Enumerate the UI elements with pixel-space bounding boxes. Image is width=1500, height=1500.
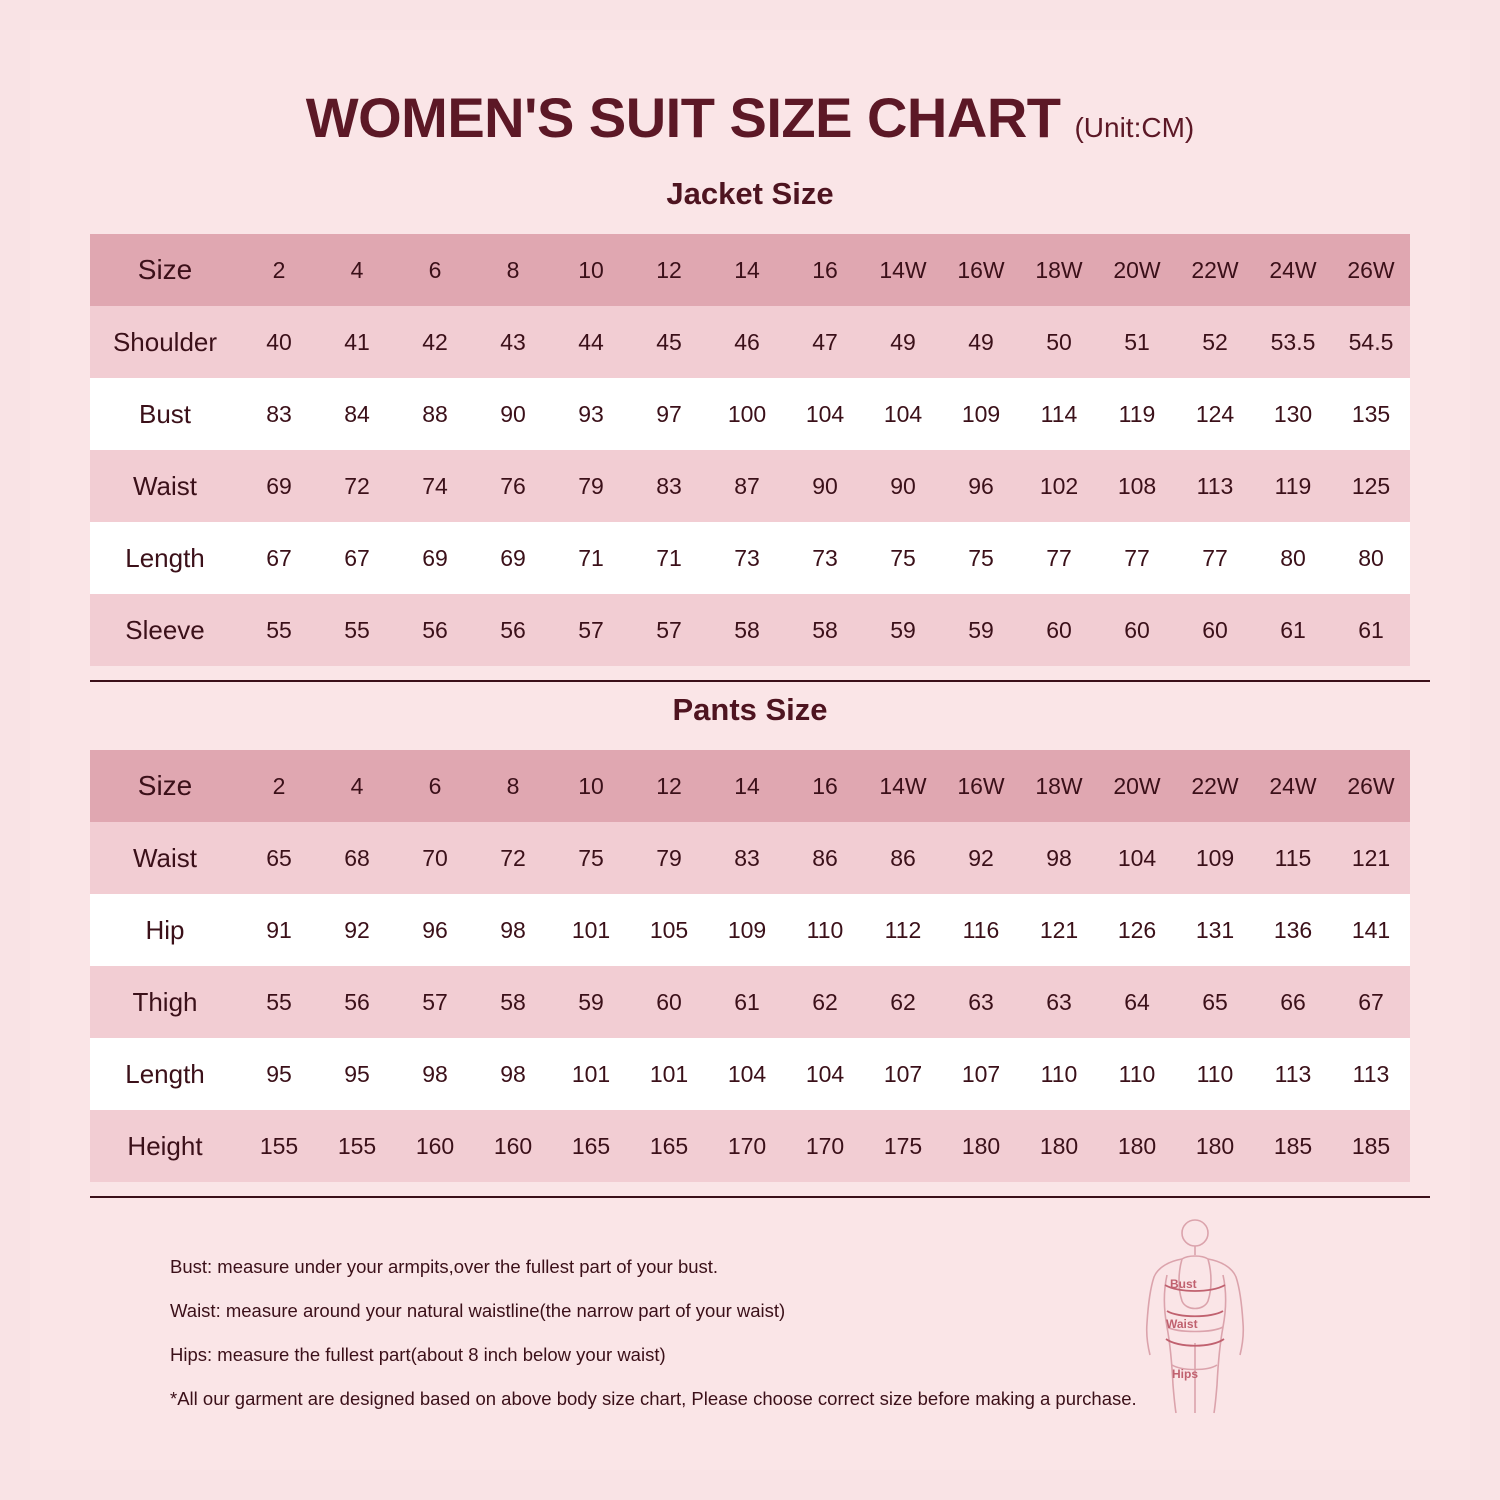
pants-cell: 64 xyxy=(1098,966,1176,1038)
jacket-col-header: 12 xyxy=(630,234,708,306)
pants-cell: 113 xyxy=(1332,1038,1410,1110)
jacket-cell: 59 xyxy=(864,594,942,666)
jacket-cell: 83 xyxy=(630,450,708,522)
pants-cell: 109 xyxy=(708,894,786,966)
jacket-cell: 119 xyxy=(1254,450,1332,522)
pants-cell: 68 xyxy=(318,822,396,894)
pants-cell: 160 xyxy=(396,1110,474,1182)
pants-cell: 75 xyxy=(552,822,630,894)
pants-cell: 92 xyxy=(942,822,1020,894)
pants-row-label: Hip xyxy=(90,894,240,966)
pants-col-header: 16 xyxy=(786,750,864,822)
table-row xyxy=(90,306,1410,378)
jacket-cell: 100 xyxy=(708,378,786,450)
jacket-cell: 69 xyxy=(474,522,552,594)
table-row xyxy=(90,378,1410,450)
jacket-cell: 102 xyxy=(1020,450,1098,522)
jacket-cell: 96 xyxy=(942,450,1020,522)
jacket-cell: 50 xyxy=(1020,306,1098,378)
pants-cell: 61 xyxy=(708,966,786,1038)
table-row xyxy=(90,1110,1410,1182)
pants-col-header: 26W xyxy=(1332,750,1410,822)
jacket-cell: 130 xyxy=(1254,378,1332,450)
pants-cell: 107 xyxy=(864,1038,942,1110)
pants-corner-label: Size xyxy=(90,750,240,822)
pants-cell: 155 xyxy=(240,1110,318,1182)
jacket-cell: 41 xyxy=(318,306,396,378)
jacket-cell: 76 xyxy=(474,450,552,522)
jacket-cell: 109 xyxy=(942,378,1020,450)
jacket-cell: 113 xyxy=(1176,450,1254,522)
jacket-cell: 53.5 xyxy=(1254,306,1332,378)
pants-cell: 56 xyxy=(318,966,396,1038)
jacket-cell: 119 xyxy=(1098,378,1176,450)
pants-cell: 180 xyxy=(1098,1110,1176,1182)
jacket-cell: 69 xyxy=(240,450,318,522)
jacket-cell: 56 xyxy=(474,594,552,666)
jacket-cell: 57 xyxy=(630,594,708,666)
jacket-cell: 84 xyxy=(318,378,396,450)
jacket-col-header: 14 xyxy=(708,234,786,306)
jacket-cell: 104 xyxy=(786,378,864,450)
pants-cell: 62 xyxy=(786,966,864,1038)
jacket-cell: 72 xyxy=(318,450,396,522)
jacket-cell: 71 xyxy=(552,522,630,594)
pants-header-row xyxy=(90,750,1410,822)
jacket-row-label: Bust xyxy=(90,378,240,450)
jacket-cell: 90 xyxy=(474,378,552,450)
pants-section-title: Pants Size xyxy=(672,692,828,727)
jacket-cell: 73 xyxy=(708,522,786,594)
jacket-col-header: 26W xyxy=(1332,234,1410,306)
jacket-cell: 124 xyxy=(1176,378,1254,450)
pants-cell: 70 xyxy=(396,822,474,894)
jacket-cell: 42 xyxy=(396,306,474,378)
pants-cell: 95 xyxy=(318,1038,396,1110)
jacket-cell: 67 xyxy=(240,522,318,594)
pants-cell: 110 xyxy=(786,894,864,966)
jacket-col-header: 2 xyxy=(240,234,318,306)
pants-col-header: 2 xyxy=(240,750,318,822)
jacket-row-label: Length xyxy=(90,522,240,594)
pants-cell: 110 xyxy=(1098,1038,1176,1110)
pants-cell: 66 xyxy=(1254,966,1332,1038)
note-disclaimer: *All our garment are designed based on above body size chart, Please choose correct size before making a purchase. xyxy=(170,1388,1137,1409)
pants-cell: 104 xyxy=(708,1038,786,1110)
pants-cell: 98 xyxy=(396,1038,474,1110)
note-hips: Hips: measure the fullest part(about 8 inch below your waist) xyxy=(170,1344,666,1365)
pants-cell: 160 xyxy=(474,1110,552,1182)
jacket-cell: 55 xyxy=(240,594,318,666)
pants-cell: 98 xyxy=(1020,822,1098,894)
jacket-cell: 114 xyxy=(1020,378,1098,450)
jacket-col-header: 8 xyxy=(474,234,552,306)
jacket-cell: 125 xyxy=(1332,450,1410,522)
pants-cell: 113 xyxy=(1254,1038,1332,1110)
jacket-cell: 58 xyxy=(708,594,786,666)
pants-divider xyxy=(90,1196,1430,1198)
jacket-col-header: 20W xyxy=(1098,234,1176,306)
jacket-table-header xyxy=(90,234,1410,306)
jacket-row-label: Shoulder xyxy=(90,306,240,378)
pants-col-header: 6 xyxy=(396,750,474,822)
jacket-row-label: Waist xyxy=(90,450,240,522)
jacket-cell: 44 xyxy=(552,306,630,378)
pants-cell: 175 xyxy=(864,1110,942,1182)
jacket-cell: 75 xyxy=(864,522,942,594)
pants-cell: 65 xyxy=(240,822,318,894)
pants-size-table xyxy=(90,750,1410,1182)
jacket-col-header: 16W xyxy=(942,234,1020,306)
pants-table-header xyxy=(90,750,1410,822)
pants-cell: 92 xyxy=(318,894,396,966)
table-row xyxy=(90,594,1410,666)
jacket-cell: 90 xyxy=(786,450,864,522)
jacket-cell: 57 xyxy=(552,594,630,666)
pants-cell: 101 xyxy=(552,1038,630,1110)
pants-cell: 110 xyxy=(1176,1038,1254,1110)
jacket-header-row xyxy=(90,234,1410,306)
pants-table-body xyxy=(90,822,1410,1182)
note-bust: Bust: measure under your armpits,over the fullest part of your bust. xyxy=(170,1256,719,1277)
pants-cell: 136 xyxy=(1254,894,1332,966)
jacket-cell: 97 xyxy=(630,378,708,450)
jacket-cell: 71 xyxy=(630,522,708,594)
pants-cell: 91 xyxy=(240,894,318,966)
jacket-cell: 93 xyxy=(552,378,630,450)
jacket-cell: 77 xyxy=(1020,522,1098,594)
jacket-col-header: 24W xyxy=(1254,234,1332,306)
jacket-cell: 104 xyxy=(864,378,942,450)
pants-cell: 62 xyxy=(864,966,942,1038)
jacket-cell: 60 xyxy=(1098,594,1176,666)
pants-cell: 57 xyxy=(396,966,474,1038)
jacket-cell: 52 xyxy=(1176,306,1254,378)
pants-cell: 86 xyxy=(786,822,864,894)
jacket-cell: 135 xyxy=(1332,378,1410,450)
jacket-cell: 90 xyxy=(864,450,942,522)
jacket-cell: 60 xyxy=(1176,594,1254,666)
pants-col-header: 14 xyxy=(708,750,786,822)
jacket-cell: 77 xyxy=(1176,522,1254,594)
pants-col-header: 10 xyxy=(552,750,630,822)
jacket-cell: 51 xyxy=(1098,306,1176,378)
jacket-cell: 49 xyxy=(942,306,1020,378)
table-row xyxy=(90,894,1410,966)
pants-cell: 121 xyxy=(1020,894,1098,966)
pants-cell: 180 xyxy=(1176,1110,1254,1182)
pants-cell: 185 xyxy=(1254,1110,1332,1182)
note-waist: Waist: measure around your natural waistline(the narrow part of your waist) xyxy=(170,1300,786,1321)
pants-cell: 185 xyxy=(1332,1110,1410,1182)
jacket-cell: 56 xyxy=(396,594,474,666)
pants-cell: 63 xyxy=(1020,966,1098,1038)
jacket-col-header: 4 xyxy=(318,234,396,306)
jacket-section-title: Jacket Size xyxy=(666,176,834,211)
jacket-cell: 55 xyxy=(318,594,396,666)
page-title xyxy=(90,85,1410,150)
jacket-corner-label: Size xyxy=(90,234,240,306)
pants-row-label: Thigh xyxy=(90,966,240,1038)
pants-cell: 58 xyxy=(474,966,552,1038)
pants-cell: 165 xyxy=(630,1110,708,1182)
jacket-cell: 67 xyxy=(318,522,396,594)
jacket-cell: 74 xyxy=(396,450,474,522)
pants-row-label: Waist xyxy=(90,822,240,894)
jacket-cell: 47 xyxy=(786,306,864,378)
jacket-table-body xyxy=(90,306,1410,666)
pants-col-header: 4 xyxy=(318,750,396,822)
pants-col-header: 14W xyxy=(864,750,942,822)
pants-cell: 98 xyxy=(474,894,552,966)
jacket-cell: 108 xyxy=(1098,450,1176,522)
jacket-cell: 59 xyxy=(942,594,1020,666)
jacket-cell: 46 xyxy=(708,306,786,378)
table-row xyxy=(90,522,1410,594)
pants-cell: 180 xyxy=(1020,1110,1098,1182)
pants-cell: 180 xyxy=(942,1110,1020,1182)
pants-cell: 121 xyxy=(1332,822,1410,894)
jacket-cell: 49 xyxy=(864,306,942,378)
jacket-cell: 88 xyxy=(396,378,474,450)
jacket-cell: 79 xyxy=(552,450,630,522)
pants-col-header: 18W xyxy=(1020,750,1098,822)
pants-cell: 104 xyxy=(1098,822,1176,894)
pants-cell: 65 xyxy=(1176,966,1254,1038)
jacket-cell: 58 xyxy=(786,594,864,666)
chart-card xyxy=(30,30,1470,1470)
jacket-cell: 61 xyxy=(1254,594,1332,666)
measurement-notes xyxy=(170,1256,1137,1410)
jacket-size-table xyxy=(90,234,1410,666)
pants-cell: 115 xyxy=(1254,822,1332,894)
figure-label-hips: Hips xyxy=(1172,1367,1199,1381)
pants-cell: 86 xyxy=(864,822,942,894)
female-body-outline-icon xyxy=(1120,1215,1270,1415)
pants-col-header: 20W xyxy=(1098,750,1176,822)
pants-cell: 98 xyxy=(474,1038,552,1110)
jacket-col-header: 22W xyxy=(1176,234,1254,306)
jacket-col-header: 6 xyxy=(396,234,474,306)
pants-cell: 116 xyxy=(942,894,1020,966)
pants-cell: 104 xyxy=(786,1038,864,1110)
pants-cell: 83 xyxy=(708,822,786,894)
jacket-cell: 80 xyxy=(1254,522,1332,594)
pants-col-header: 22W xyxy=(1176,750,1254,822)
pants-col-header: 24W xyxy=(1254,750,1332,822)
pants-cell: 96 xyxy=(396,894,474,966)
pants-row-label: Length xyxy=(90,1038,240,1110)
main-title: WOMEN'S SUIT SIZE CHART xyxy=(305,86,1061,149)
pants-cell: 55 xyxy=(240,966,318,1038)
pants-cell: 101 xyxy=(630,1038,708,1110)
body-measurement-figure xyxy=(1120,1215,1270,1415)
pants-cell: 155 xyxy=(318,1110,396,1182)
pants-cell: 107 xyxy=(942,1038,1020,1110)
jacket-col-header: 14W xyxy=(864,234,942,306)
pants-cell: 141 xyxy=(1332,894,1410,966)
pants-cell: 59 xyxy=(552,966,630,1038)
jacket-cell: 87 xyxy=(708,450,786,522)
pants-cell: 131 xyxy=(1176,894,1254,966)
table-row xyxy=(90,822,1410,894)
jacket-cell: 77 xyxy=(1098,522,1176,594)
figure-label-waist: Waist xyxy=(1166,1317,1198,1331)
table-row xyxy=(90,966,1410,1038)
pants-col-header: 12 xyxy=(630,750,708,822)
pants-cell: 126 xyxy=(1098,894,1176,966)
pants-cell: 67 xyxy=(1332,966,1410,1038)
jacket-divider xyxy=(90,680,1430,682)
jacket-cell: 73 xyxy=(786,522,864,594)
jacket-col-header: 10 xyxy=(552,234,630,306)
pants-cell: 63 xyxy=(942,966,1020,1038)
jacket-col-header: 18W xyxy=(1020,234,1098,306)
pants-cell: 165 xyxy=(552,1110,630,1182)
jacket-cell: 54.5 xyxy=(1332,306,1410,378)
jacket-cell: 45 xyxy=(630,306,708,378)
jacket-row-label: Sleeve xyxy=(90,594,240,666)
pants-cell: 72 xyxy=(474,822,552,894)
jacket-cell: 69 xyxy=(396,522,474,594)
jacket-cell: 75 xyxy=(942,522,1020,594)
pants-cell: 79 xyxy=(630,822,708,894)
pants-col-header: 8 xyxy=(474,750,552,822)
pants-cell: 95 xyxy=(240,1038,318,1110)
figure-label-bust: Bust xyxy=(1170,1277,1197,1291)
jacket-cell: 40 xyxy=(240,306,318,378)
jacket-col-header: 16 xyxy=(786,234,864,306)
pants-cell: 170 xyxy=(708,1110,786,1182)
pants-cell: 110 xyxy=(1020,1038,1098,1110)
jacket-cell: 80 xyxy=(1332,522,1410,594)
pants-cell: 112 xyxy=(864,894,942,966)
pants-row-label: Height xyxy=(90,1110,240,1182)
table-row xyxy=(90,1038,1410,1110)
pants-cell: 60 xyxy=(630,966,708,1038)
pants-cell: 105 xyxy=(630,894,708,966)
pants-cell: 109 xyxy=(1176,822,1254,894)
pants-cell: 101 xyxy=(552,894,630,966)
unit-label: (Unit:CM) xyxy=(1074,112,1195,143)
table-row xyxy=(90,450,1410,522)
pants-col-header: 16W xyxy=(942,750,1020,822)
pants-cell: 170 xyxy=(786,1110,864,1182)
jacket-cell: 43 xyxy=(474,306,552,378)
jacket-cell: 83 xyxy=(240,378,318,450)
jacket-cell: 60 xyxy=(1020,594,1098,666)
jacket-cell: 61 xyxy=(1332,594,1410,666)
